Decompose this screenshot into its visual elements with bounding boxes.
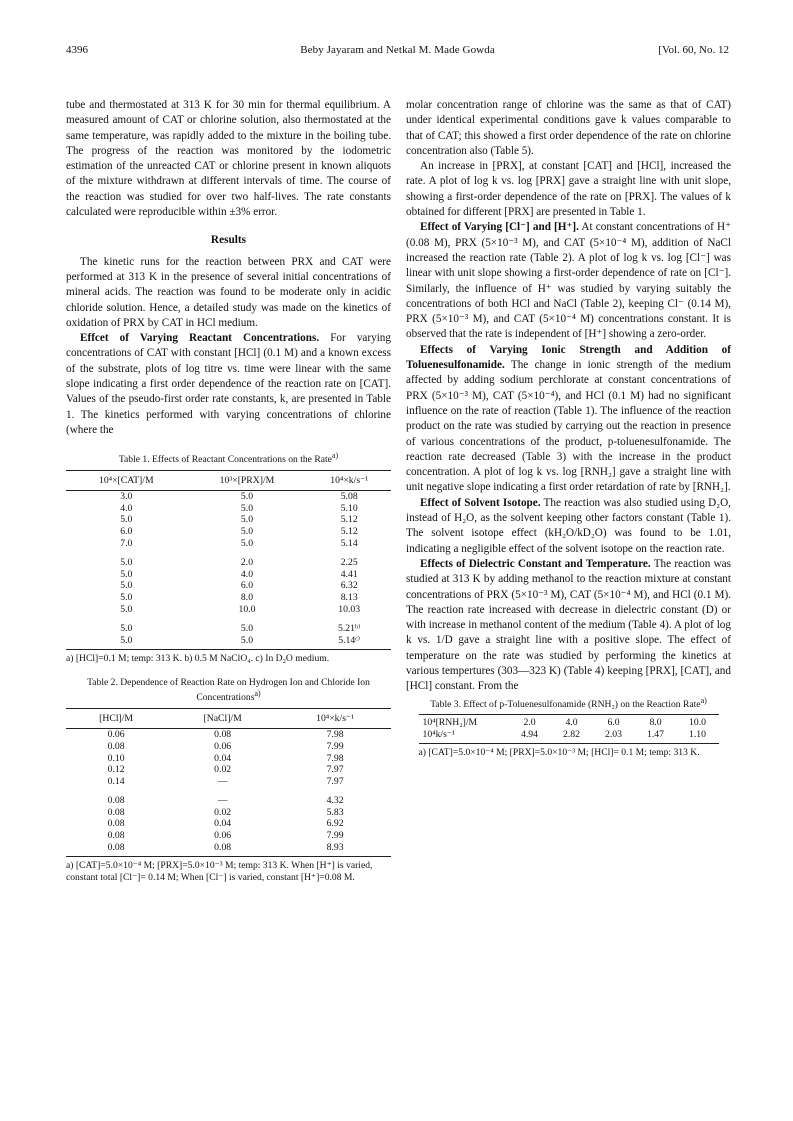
left-column	[66, 98, 391, 883]
column-header: [NaCl]/M	[166, 709, 279, 729]
table-cell: 6.32	[340, 580, 358, 592]
table-cell: 0.04	[214, 818, 232, 830]
table-cell: 0.08	[107, 740, 125, 752]
table-cell: 8.93	[279, 842, 391, 857]
table-cell: 5.12	[340, 526, 358, 537]
table-cell: 5.0	[240, 514, 254, 526]
table-row	[66, 776, 391, 788]
table-cell: 0.14	[107, 775, 125, 787]
table-cell: 7.99	[326, 830, 344, 842]
paragraph-text: The reaction was also studied using D₂O, instead of H₂O, as the solvent keeping other factors constant (Table 1). The solvent isotope effect (kH₂O/kD₂O) was found to be 1.01, indicating a negligible effect of the solvent isotope on the reaction rate.	[406, 496, 731, 555]
table-row	[66, 635, 391, 650]
table-cell: 5.21ᵇ⁾	[338, 623, 361, 635]
paragraph-text: The reaction was studied at 313 K by adding methanol to the reaction mixture at constant concentrations of PRX (5×10⁻³ M), CAT (5×10⁻⁴ M), and HCl (0.1 M). The reaction rate increased with decrease in dielectric constant (D) or with increase in methanol content of the medium (Table 4). A plot of log k vs. 1/D gave a straight line with a positive slope. The effect of temperature on the rate was studied by performing the kinetics at various tempertures (303—323 K) (Table 4) keeping [PRX], [CAT], and [HCl] constant. From the	[406, 557, 731, 693]
table-row	[66, 753, 391, 765]
table-row	[66, 807, 391, 819]
page-number: 4396	[66, 44, 88, 56]
table-2-footnote: a) [CAT]=5.0×10⁻⁴ M; [PRX]=5.0×10⁻³ M; temp: 313 K. When [H⁺] is varied, constant total [Cl⁻]= 0.14 M; When [Cl⁻] is varied, constant [H⁺]=0.08 M.	[66, 860, 373, 883]
caption-text: Table 1. Effects of Reactant Concentrations on the Rate	[118, 454, 332, 466]
caption-text: Table 3. Effect of p-Toluenesulfonamide (RNH₂) on the Reaction Rate	[430, 698, 701, 710]
table-3	[419, 695, 719, 759]
table-1-caption	[66, 450, 391, 466]
table-3-footnote: a) [CAT]=5.0×10⁻⁴ M; [PRX]=5.0×10⁻³ M; [HCl]= 0.1 M; temp: 313 K.	[418, 747, 700, 759]
running-header	[66, 44, 729, 60]
table-cell: —	[217, 795, 228, 807]
table-cell: 0.08	[107, 830, 125, 842]
table-cell: 5.0	[240, 537, 254, 549]
table-cell: 0.04	[214, 752, 232, 764]
column-header: 10³×[PRX]/M	[187, 470, 308, 490]
table-cell: 5.0	[240, 623, 254, 635]
table-cell: 2.03	[593, 729, 635, 744]
table-cell: 4.32	[326, 795, 344, 807]
table-1	[66, 450, 391, 665]
table-cell: 7.97	[326, 764, 344, 776]
paragraph	[406, 343, 731, 496]
table-cell: 5.0	[120, 514, 133, 526]
table-row	[66, 549, 391, 569]
table-row	[66, 818, 391, 830]
right-column	[406, 98, 731, 759]
table-cell: 8.0	[635, 715, 677, 729]
table-cell: 5.0	[120, 557, 133, 569]
table-row	[66, 729, 391, 741]
table-cell: 0.06	[214, 830, 232, 842]
table-cell: 0.08	[66, 842, 166, 857]
paragraph-text: The change in ionic strength of the medium affected by adding sodium perchlorate at constant concentrations of PRX (5×10⁻³ M), CAT (5×10⁻⁴), and HCl (0.1 M) had no significant influence on the rate of reaction (Table 1). The influence of the reaction product on the rate was studied by carrying out the reaction in presence of various concentrations of the product, p-toluenesulfonamide. The reaction rate decreased (Table 3) with the increase in the product concentration. A plot of log k vs. log [RNH₂] gave a straight line with unit negative slope indicating a first order retardation of rate by [RNH₂].	[406, 359, 731, 494]
paragraph: molar concentration range of chlorine was the same as that of CAT) under identical experimental conditions gave k values comparable to that of CAT; this showed a first order dependence of the rate on chlorine concentration also (Table 5).	[406, 99, 731, 157]
table-cell: 5.0	[120, 603, 133, 615]
table-cell: 5.0	[120, 591, 133, 603]
table-cell: 0.08	[214, 729, 232, 741]
table-cell: 0.02	[214, 764, 232, 776]
table-1-footnote: a) [HCl]=0.1 M; temp: 313 K. b) 0.5 M NaClO₄. c) In D₂O medium.	[66, 653, 330, 665]
table-cell: 7.98	[326, 729, 344, 741]
paragraph-text: For varying concentrations of CAT with constant [HCl] (0.1 M) and a known excess of the substrate, plots of log titre vs. time were linear with the same slope indicating a first order dependence of the reaction rate on [CAT]. Values of the pseudo-first order rate constants, k, are presented in Table 1. The kinetics performed with varying concentrations of chlorine (where the	[66, 332, 391, 436]
table-cell: 0.02	[214, 806, 232, 818]
run-in-heading: Effect of Solvent Isotope.	[420, 496, 541, 509]
table-row	[66, 615, 391, 635]
table-cell: 0.06	[107, 729, 125, 741]
table-row	[66, 787, 391, 807]
caption-footnote-mark: a)	[700, 695, 707, 705]
table-cell: 3.0	[120, 491, 133, 503]
table-cell: 5.14	[340, 537, 358, 549]
table-cell: 4.94	[509, 729, 551, 744]
row-label: 10⁴k/s⁻¹	[419, 729, 509, 744]
column-header: 10⁴×k/s⁻¹	[279, 709, 391, 729]
caption-footnote-mark: a)	[254, 689, 261, 699]
table-2	[66, 677, 391, 883]
run-in-heading: Effects of Varying Ionic Strength and Addition of Toluenesulfonamide.	[406, 343, 731, 372]
table-cell: 6.92	[326, 818, 344, 830]
table-cell: 5.0	[66, 635, 187, 650]
table-3-grid	[419, 714, 719, 744]
table-cell: 0.08	[107, 806, 125, 818]
table-cell: 5.0	[240, 502, 254, 514]
table-cell: 10.03	[338, 603, 361, 615]
table-row	[66, 569, 391, 581]
table-cell: 2.0	[240, 557, 254, 569]
table-cell: 0.08	[107, 795, 125, 807]
table-cell: 2.0	[509, 715, 551, 729]
row-label: 10⁴[RNH₂]/M	[419, 715, 509, 729]
table-cell: 6.0	[593, 715, 635, 729]
paragraph	[66, 331, 391, 438]
paragraph-text: At constant concentrations of H⁺ (0.08 M), PRX (5×10⁻³ M), and CAT (5×10⁻⁴ M), addition of NaCl increased the reaction rate (Table 2). A plot of log k vs. log [Cl⁻] was linear with unit slope showing a first-order dependence of rate on [Cl⁻]. Similarly, the influence of H⁺ was studied by varying suitably the concentrations of both HCl and NaCl (Table 2), keeping Cl⁻ (0.14 M), PRX (5×10⁻³ M), and CAT (5×10⁻⁴ M) concentrations constant. It is observed that the rate is independent of [H⁺] showing a zero-order.	[406, 221, 731, 341]
table-1-grid	[66, 470, 391, 650]
table-cell: 4.0	[240, 568, 254, 580]
paragraph: An increase in [PRX], at constant [CAT] and [HCl], increased the rate. A plot of log k vs. log [PRX] gave a straight line with unit slope, showing a first-order dependence of the rate on [PRX]. The values of k obtained for different [PRX] are presented in Table 1.	[406, 160, 731, 219]
table-cell: 0.08	[166, 842, 279, 857]
table-cell: 8.13	[340, 591, 358, 603]
table-row	[66, 503, 391, 515]
column-header: [HCl]/M	[66, 709, 166, 729]
table-row	[66, 592, 391, 604]
table-cell: 5.0	[120, 580, 133, 592]
table-cell: 5.0	[120, 568, 133, 580]
table-row	[66, 514, 391, 526]
table-cell: 4.0	[120, 502, 133, 514]
column-header: 10⁴×k/s⁻¹	[307, 470, 391, 490]
paragraph	[406, 557, 731, 695]
table-row	[66, 830, 391, 842]
table-row	[66, 526, 391, 538]
caption-footnote-mark: a)	[331, 451, 339, 461]
table-cell: 5.0	[187, 635, 308, 650]
column-header: 10⁴×[CAT]/M	[66, 470, 187, 490]
table-cell: 2.82	[551, 729, 593, 744]
table-cell: 5.12	[340, 514, 358, 526]
caption-text: Table 2. Dependence of Reaction Rate on Hydrogen Ion and Chloride Ion Concentrations	[87, 676, 370, 704]
table-row	[66, 764, 391, 776]
table-row	[66, 580, 391, 592]
paragraph: The kinetic runs for the reaction between PRX and CAT were performed at 313 K in the presence of several initial concentrations of mineral acids. The reaction was found to be moderate only in acidic chloride solution. Hence, a detailed study was made on the kinetics of oxidation of PRX by CAT in HCl medium.	[66, 255, 391, 329]
table-cell: 5.10	[340, 502, 358, 514]
table-2-caption	[66, 677, 391, 704]
table-cell: 2.25	[340, 557, 358, 569]
section-heading-results: Results	[210, 234, 247, 247]
table-cell: 5.0	[120, 623, 133, 635]
table-cell: 5.0	[240, 526, 254, 537]
table-2-grid	[66, 708, 391, 857]
paragraph: tube and thermostated at 313 K for 30 min for thermal equilibrium. A measured amount of CAT or chlorine solution, also thermostated at the same temperature, was rapidly added to the mixture in the boiling tube. The progress of the reaction was monitored by the iodometric estimation of the unreacted CAT or chlorine present in known aliquots of the mixture withdrawn at different intervals of time. The course of the reaction was studied for over two half-lives. The rate constants calculated were reproducible within ±3% error.	[66, 99, 391, 219]
paragraph	[406, 220, 731, 342]
running-authors: Beby Jayaram and Netkal M. Made Gowda	[300, 44, 495, 56]
table-3-caption	[419, 695, 719, 711]
table-cell: 7.99	[326, 740, 344, 752]
table-cell: 7.97	[326, 775, 344, 787]
table-row	[66, 604, 391, 616]
table-cell: 8.0	[240, 591, 254, 603]
paragraph	[406, 496, 731, 557]
run-in-heading: Effects of Dielectric Constant and Temperature.	[420, 557, 651, 570]
table-cell: 1.47	[635, 729, 677, 744]
run-in-heading: Effect of Varying [Cl⁻] and [H⁺].	[420, 221, 579, 234]
table-row	[66, 491, 391, 503]
table-row	[66, 741, 391, 753]
table-cell: 6.0	[120, 526, 133, 537]
table-cell: —	[217, 775, 228, 787]
table-cell: 0.10	[107, 752, 125, 764]
table-row	[66, 538, 391, 550]
table-cell: 6.0	[240, 580, 254, 592]
table-cell: 4.0	[551, 715, 593, 729]
table-cell: 7.98	[326, 752, 344, 764]
table-cell: 10.0	[238, 603, 256, 615]
table-cell: 4.41	[340, 568, 358, 580]
table-cell: 1.10	[677, 729, 719, 744]
table-cell: 0.08	[107, 818, 125, 830]
table-cell: 5.08	[340, 491, 358, 503]
table-cell: 0.12	[107, 764, 125, 776]
table-cell: 5.83	[326, 806, 344, 818]
table-cell: 5.14ᶜ⁾	[307, 635, 391, 650]
journal-volume: [Vol. 60, No. 12	[658, 44, 729, 56]
table-cell: 0.06	[214, 740, 232, 752]
run-in-heading: Effcet of Varying Reactant Concentrations.	[80, 332, 320, 345]
table-row	[66, 842, 391, 857]
table-cell: 7.0	[120, 537, 133, 549]
table-cell: 10.0	[677, 715, 719, 729]
table-cell: 5.0	[240, 491, 254, 503]
